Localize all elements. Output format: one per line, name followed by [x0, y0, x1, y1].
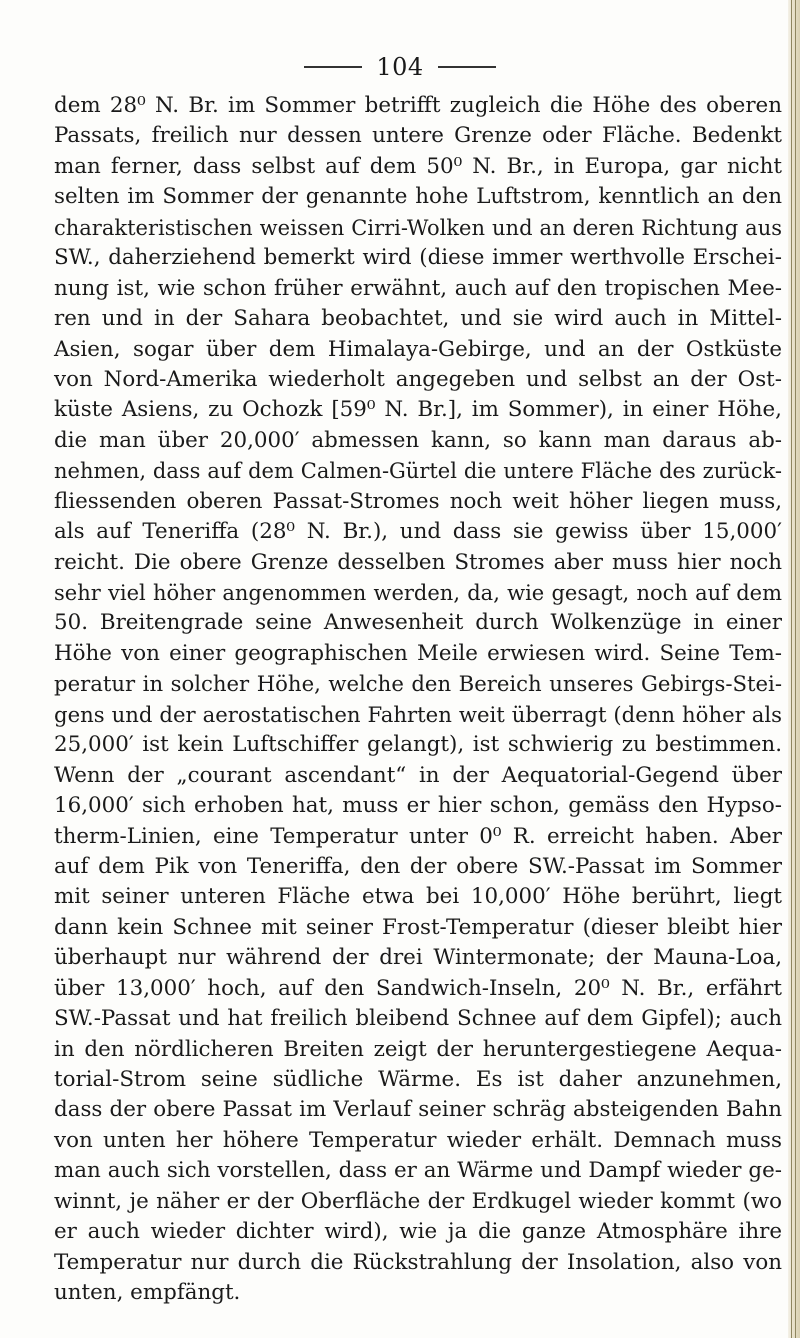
- text-line: mit seiner unteren Fläche etwa bei 10,000′ Höhe berührt, liegt: [54, 884, 782, 910]
- text-line: peratur in solcher Höhe, welche den Bereich unseres Gebirgs-Stei-: [54, 671, 782, 697]
- text-line: Höhe von einer geographischen Meile erwiesen wird. Seine Tem-: [54, 640, 782, 666]
- text-line: gens und der aerostatischen Fahrten weit überragt (denn höher als: [54, 701, 782, 727]
- text-line: selten im Sommer der genannte hohe Luftstrom, kenntlich an den: [54, 184, 782, 210]
- text-line: 25,000′ ist kein Luftschiffer gelangt), ist schwierig zu bestimmen.: [54, 732, 782, 758]
- text-line: charakteristischen weissen Cirri-Wolken und an deren Richtung aus: [54, 215, 782, 240]
- text-line: er auch wieder dichter wird), wie ja die ganze Atmosphäre ihre: [54, 1219, 782, 1245]
- text-line: fliessenden oberen Passat-Stromes noch weit höher liegen muss,: [54, 488, 782, 514]
- text-line: Asien, sogar über dem Himalaya-Gebirge, und an der Ostküste: [54, 336, 782, 362]
- text-line: torial-Strom seine südliche Wärme. Es ist daher anzunehmen,: [54, 1067, 782, 1092]
- text-line: dem 28⁰ N. Br. im Sommer betrifft zugleich die Höhe des oberen: [54, 93, 782, 118]
- text-line: nung ist, wie schon früher erwähnt, auch auf den tropischen Mee-: [54, 275, 782, 301]
- header-rule-left: [304, 66, 362, 68]
- header-rule-right: [438, 66, 496, 68]
- text-line: nehmen, dass auf dem Calmen-Gürtel die untere Fläche des zurück-: [54, 459, 782, 484]
- text-line: von Nord-Amerika wiederholt angegeben und selbst an der Ost-: [54, 366, 782, 392]
- text-line: überhaupt nur während der drei Wintermonate; der Mauna-Loa,: [54, 945, 782, 971]
- text-line: küste Asiens, zu Ochozk [59⁰ N. Br.], im Sommer), in einer Höhe,: [54, 397, 782, 423]
- text-line: ren und in der Sahara beobachtet, und sie wird auch in Mittel-: [54, 306, 782, 332]
- text-line: Wenn der „courant ascendant“ in der Aequatorial-Gegend über: [54, 762, 782, 788]
- text-line: dass der obere Passat im Verlauf seiner schräg absteigenden Bahn: [54, 1097, 782, 1123]
- text-line: therm-Linien, eine Temperatur unter 0⁰ R. erreicht haben. Aber: [54, 823, 782, 849]
- text-line: auf dem Pik von Teneriffa, den der obere SW.-Passat im Sommer: [54, 853, 782, 879]
- text-line: die man über 20,000′ abmessen kann, so kann man daraus ab-: [54, 427, 782, 453]
- text-line: 16,000′ sich erhoben hat, muss er hier schon, gemäss den Hypso-: [54, 793, 782, 819]
- text-line: Temperatur nur durch die Rückstrahlung der Insolation, also von: [54, 1249, 782, 1275]
- text-line: reicht. Die obere Grenze desselben Stromes aber muss hier noch: [54, 549, 782, 575]
- text-line: in den nördlicheren Breiten zeigt der heruntergestiegene Aequa-: [54, 1036, 782, 1062]
- text-line: von unten her höhere Temperatur wieder erhält. Demnach muss: [54, 1127, 782, 1153]
- text-line: man auch sich vorstellen, dass er an Wärme und Dampf wieder ge-: [54, 1158, 782, 1184]
- text-line: als auf Teneriffa (28⁰ N. Br.), und dass sie gewiss über 15,000′: [54, 519, 782, 545]
- text-line: unten, empfängt.: [54, 1280, 241, 1306]
- body-text: [54, 91, 782, 1309]
- page-edge: [788, 0, 800, 1338]
- text-line: winnt, je näher er der Oberfläche der Erdkugel wieder kommt (wo: [54, 1188, 782, 1214]
- text-line: 50. Breitengrade seine Anwesenheit durch Wolkenzüge in einer: [54, 610, 782, 636]
- text-line: SW., daherziehend bemerkt wird (diese immer werthvolle Erschei-: [54, 245, 782, 271]
- text-line: über 13,000′ hoch, auf den Sandwich-Inseln, 20⁰ N. Br., erfährt: [54, 975, 782, 1001]
- text-line: man ferner, dass selbst auf dem 50⁰ N. Br., in Europa, gar nicht: [54, 153, 782, 179]
- page-header: [0, 52, 800, 82]
- text-line: dann kein Schnee mit seiner Frost-Temperatur (dieser bleibt hier: [54, 914, 782, 940]
- text-line: sehr viel höher angenommen werden, da, wie gesagt, noch auf dem: [54, 581, 782, 605]
- text-line: SW.-Passat und hat freilich bleibend Schnee auf dem Gipfel); auch: [54, 1006, 782, 1032]
- text-line: Passats, freilich nur dessen untere Grenze oder Fläche. Bedenkt: [54, 123, 782, 149]
- page-number: 104: [376, 53, 424, 81]
